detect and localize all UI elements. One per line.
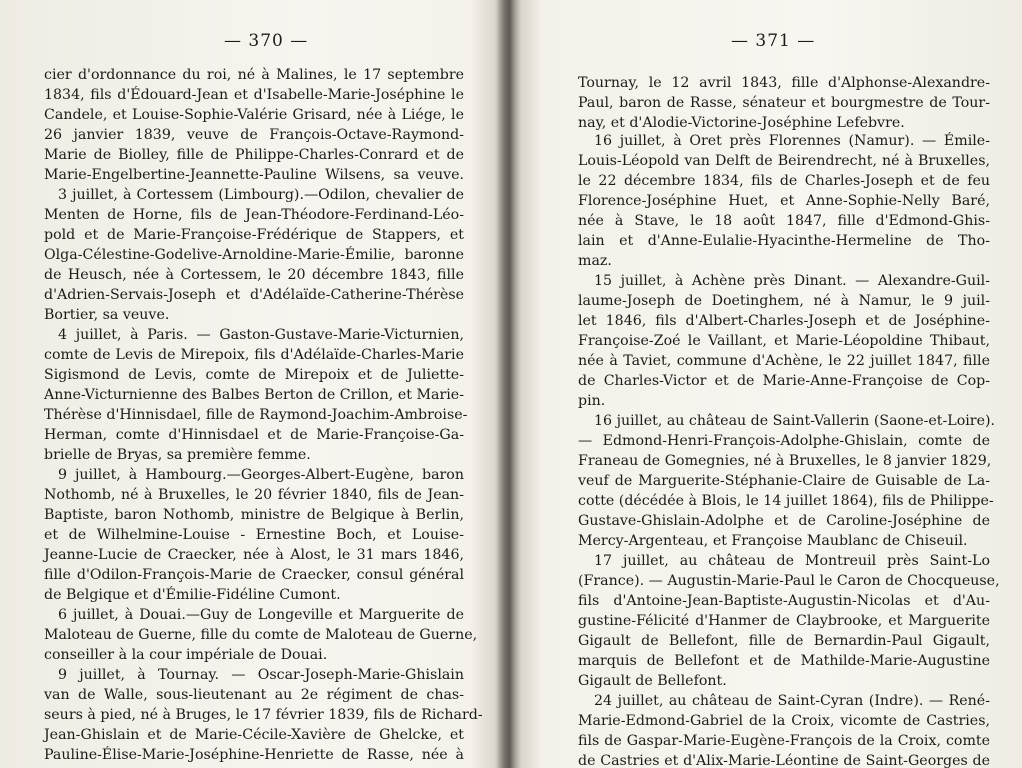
text-line: 9 juillet, à Hambourg.—Georges-Albert-Eugène, baron [58, 467, 464, 483]
text-line: laume-Joseph de Doetinghem, né à Namur, le 9 juil- [578, 293, 990, 309]
text-line: 16 juillet, à Oret près Florennes (Namur). — Émile- [594, 133, 990, 149]
text-line: Anne-Victurnienne des Balbes Berton de Crillon, et Marie- [44, 387, 464, 403]
text-line: Gustave-Ghislain-Adolphe et de Caroline-Joséphine de [578, 513, 990, 529]
text-line: née à Taviet, commune d'Achène, le 22 juillet 1847, fille [578, 353, 990, 369]
text-line: Marie-Engelbertine-Jeannette-Pauline Wilsens, sa veuve. [44, 167, 464, 183]
text-line: Marie de Biolley, fille de Philippe-Charles-Conrard et de [44, 147, 464, 163]
text-line: Sigismond de Levis, comte de Mirepoix et de Juliette- [44, 367, 464, 383]
text-line: 9 juillet, à Tournay. — Oscar-Joseph-Marie-Ghislain [58, 667, 464, 683]
text-line: Marie-Edmond-Gabriel de la Croix, vicomte de Castries, [578, 713, 990, 729]
text-line: pin. [578, 393, 606, 409]
left-page [0, 0, 500, 768]
text-line: et de Wilhelmine-Louise - Ernestine Boch, et Louise- [44, 527, 464, 543]
text-line: seurs à pied, né à Bruges, le 17 février 1839, fils de Richard- [44, 707, 483, 723]
text-line: Bortier, sa veuve. [44, 307, 170, 323]
text-line: 1834, fils d'Édouard-Jean et d'Isabelle-Marie-Joséphine le [44, 87, 464, 103]
text-line: Mercy-Argenteau, et Françoise Maublanc de Chiseuil. [578, 533, 968, 549]
text-line: Franeau de Gomegnies, né à Bruxelles, le 8 janvier 1829, [578, 453, 992, 469]
text-line: fils de Gaspar-Marie-Eugène-François de la Croix, comte [578, 733, 990, 749]
page-number: — 371 — [731, 31, 816, 51]
text-line: maz. [578, 253, 612, 269]
text-line: Jean-Ghislain et de Marie-Cécile-Xavière de Ghelcke, et [44, 727, 464, 743]
text-line: de Charles-Victor et de Marie-Anne-Françoise de Cop- [578, 373, 990, 389]
text-line: Thérèse d'Hinnisdael, fille de Raymond-Joachim-Ambroise- [44, 407, 468, 423]
text-line: (France). — Augustin-Marie-Paul le Caron de Chocqueuse, [578, 573, 1000, 589]
text-line: cotte (décédée à Blois, le 14 juillet 1864), fils de Philippe- [578, 493, 994, 509]
page-number: — 370 — [224, 31, 309, 51]
text-line: comte de Levis de Mirepoix, fils d'Adélaïde-Charles-Marie [44, 347, 464, 363]
text-line: Herman, comte d'Hinnisdael et de Marie-Françoise-Ga- [44, 427, 464, 443]
text-line: pold et de Marie-Françoise-Frédérique de Stappers, et [44, 227, 464, 243]
text-line: brielle de Bryas, sa première femme. [44, 447, 311, 463]
text-line: Candele, et Louise-Sophie-Valérie Grisard, née à Liége, le [44, 107, 464, 123]
text-line: marquis de Bellefont et de Mathilde-Marie-Augustine [578, 653, 990, 669]
text-line: van de Walle, sous-lieutenant au 2e régiment de chas- [44, 687, 464, 703]
text-line: de Belgique et d'Émilie-Fidéline Cumont. [44, 587, 341, 603]
text-line: 3 juillet, à Cortessem (Limbourg).—Odilon, chevalier de [58, 187, 464, 203]
text-line: Gigault de Bellefont. [578, 673, 727, 689]
text-line: 15 juillet, à Achène près Dinant. — Alexandre-Guil- [594, 273, 990, 289]
text-line: Maloteau de Guerne, fille du comte de Maloteau de Guerne, [44, 627, 478, 643]
text-line: Jeanne-Lucie de Craecker, née à Alost, le 31 mars 1846, [44, 547, 464, 563]
text-line: fille d'Odilon-François-Marie de Craecker, consul général [44, 567, 464, 583]
text-line: — Edmond-Henri-François-Adolphe-Ghislain, comte de [578, 433, 990, 449]
text-line: Tournay, le 12 avril 1843, fille d'Alphonse-Alexandre- [578, 75, 990, 91]
text-line: Pauline-Élise-Marie-Joséphine-Henriette de Rasse, née à [44, 747, 464, 763]
text-line: Louis-Léopold van Delft de Beirendrecht, né à Bruxelles, [578, 153, 990, 169]
text-line: gustine-Félicité d'Hanmer de Claybrooke, et Marguerite [578, 613, 990, 629]
text-line: de Castries et d'Alix-Marie-Léontine de Saint-Georges de [578, 753, 990, 768]
right-page [512, 0, 1022, 768]
text-line: Françoise-Zoé le Vaillant, et Marie-Léopoldine Thibaut, [578, 333, 990, 349]
text-line: cier d'ordonnance du roi, né à Malines, le 17 septembre [44, 67, 464, 83]
text-line: nay, et d'Alodie-Victorine-Joséphine Lefebvre. [578, 115, 905, 131]
text-line: Menten de Horne, fils de Jean-Théodore-Ferdinand-Léo- [44, 207, 464, 223]
text-line: née à Stave, le 18 août 1847, fille d'Edmond-Ghis- [578, 213, 990, 229]
text-line: 24 juillet, au château de Saint-Cyran (Indre). — René- [594, 693, 990, 709]
text-line: Gigault de Bellefont, fille de Bernardin-Paul Gigault, [578, 633, 990, 649]
text-line: lain et d'Anne-Eulalie-Hyacinthe-Hermeline de Tho- [578, 233, 990, 249]
text-line: Baptiste, baron Nothomb, ministre de Belgique à Berlin, [44, 507, 464, 523]
text-line: 26 janvier 1839, veuve de François-Octave-Raymond- [44, 127, 464, 143]
text-line: fils d'Antoine-Jean-Baptiste-Augustin-Nicolas et d'Au- [578, 593, 990, 609]
text-line: le 22 décembre 1834, fils de Charles-Joseph et de feu [578, 173, 990, 189]
text-line: Nothomb, né à Bruxelles, le 20 février 1840, fils de Jean- [44, 487, 464, 503]
text-line: let 1846, fils d'Albert-Charles-Joseph et de Joséphine- [578, 313, 990, 329]
text-line: Paul, baron de Rasse, sénateur et bourgmestre de Tour- [578, 95, 990, 111]
text-line: 16 juillet, au château de Saint-Vallerin (Saone-et-Loire). [594, 413, 996, 429]
text-line: d'Adrien-Servais-Joseph et d'Adélaïde-Catherine-Thérèse [44, 287, 464, 303]
text-line: 6 juillet, à Douai.—Guy de Longeville et Marguerite de [58, 607, 464, 623]
text-line: 4 juillet, à Paris. — Gaston-Gustave-Marie-Victurnien, [58, 327, 464, 343]
text-line: veuf de Marguerite-Stéphanie-Claire de Guisable de La- [578, 473, 990, 489]
text-line: Olga-Célestine-Godelive-Arnoldine-Marie-Émilie, baronne [44, 247, 464, 263]
text-line: de Heusch, née à Cortessem, le 20 décembre 1843, fille [44, 267, 464, 283]
text-line: 17 juillet, au château de Montreuil près Saint-Lo [594, 553, 990, 569]
text-line: Florence-Joséphine Huet, et Anne-Sophie-Nelly Baré, [578, 193, 990, 209]
text-line: conseiller à la cour impériale de Douai. [44, 647, 328, 663]
